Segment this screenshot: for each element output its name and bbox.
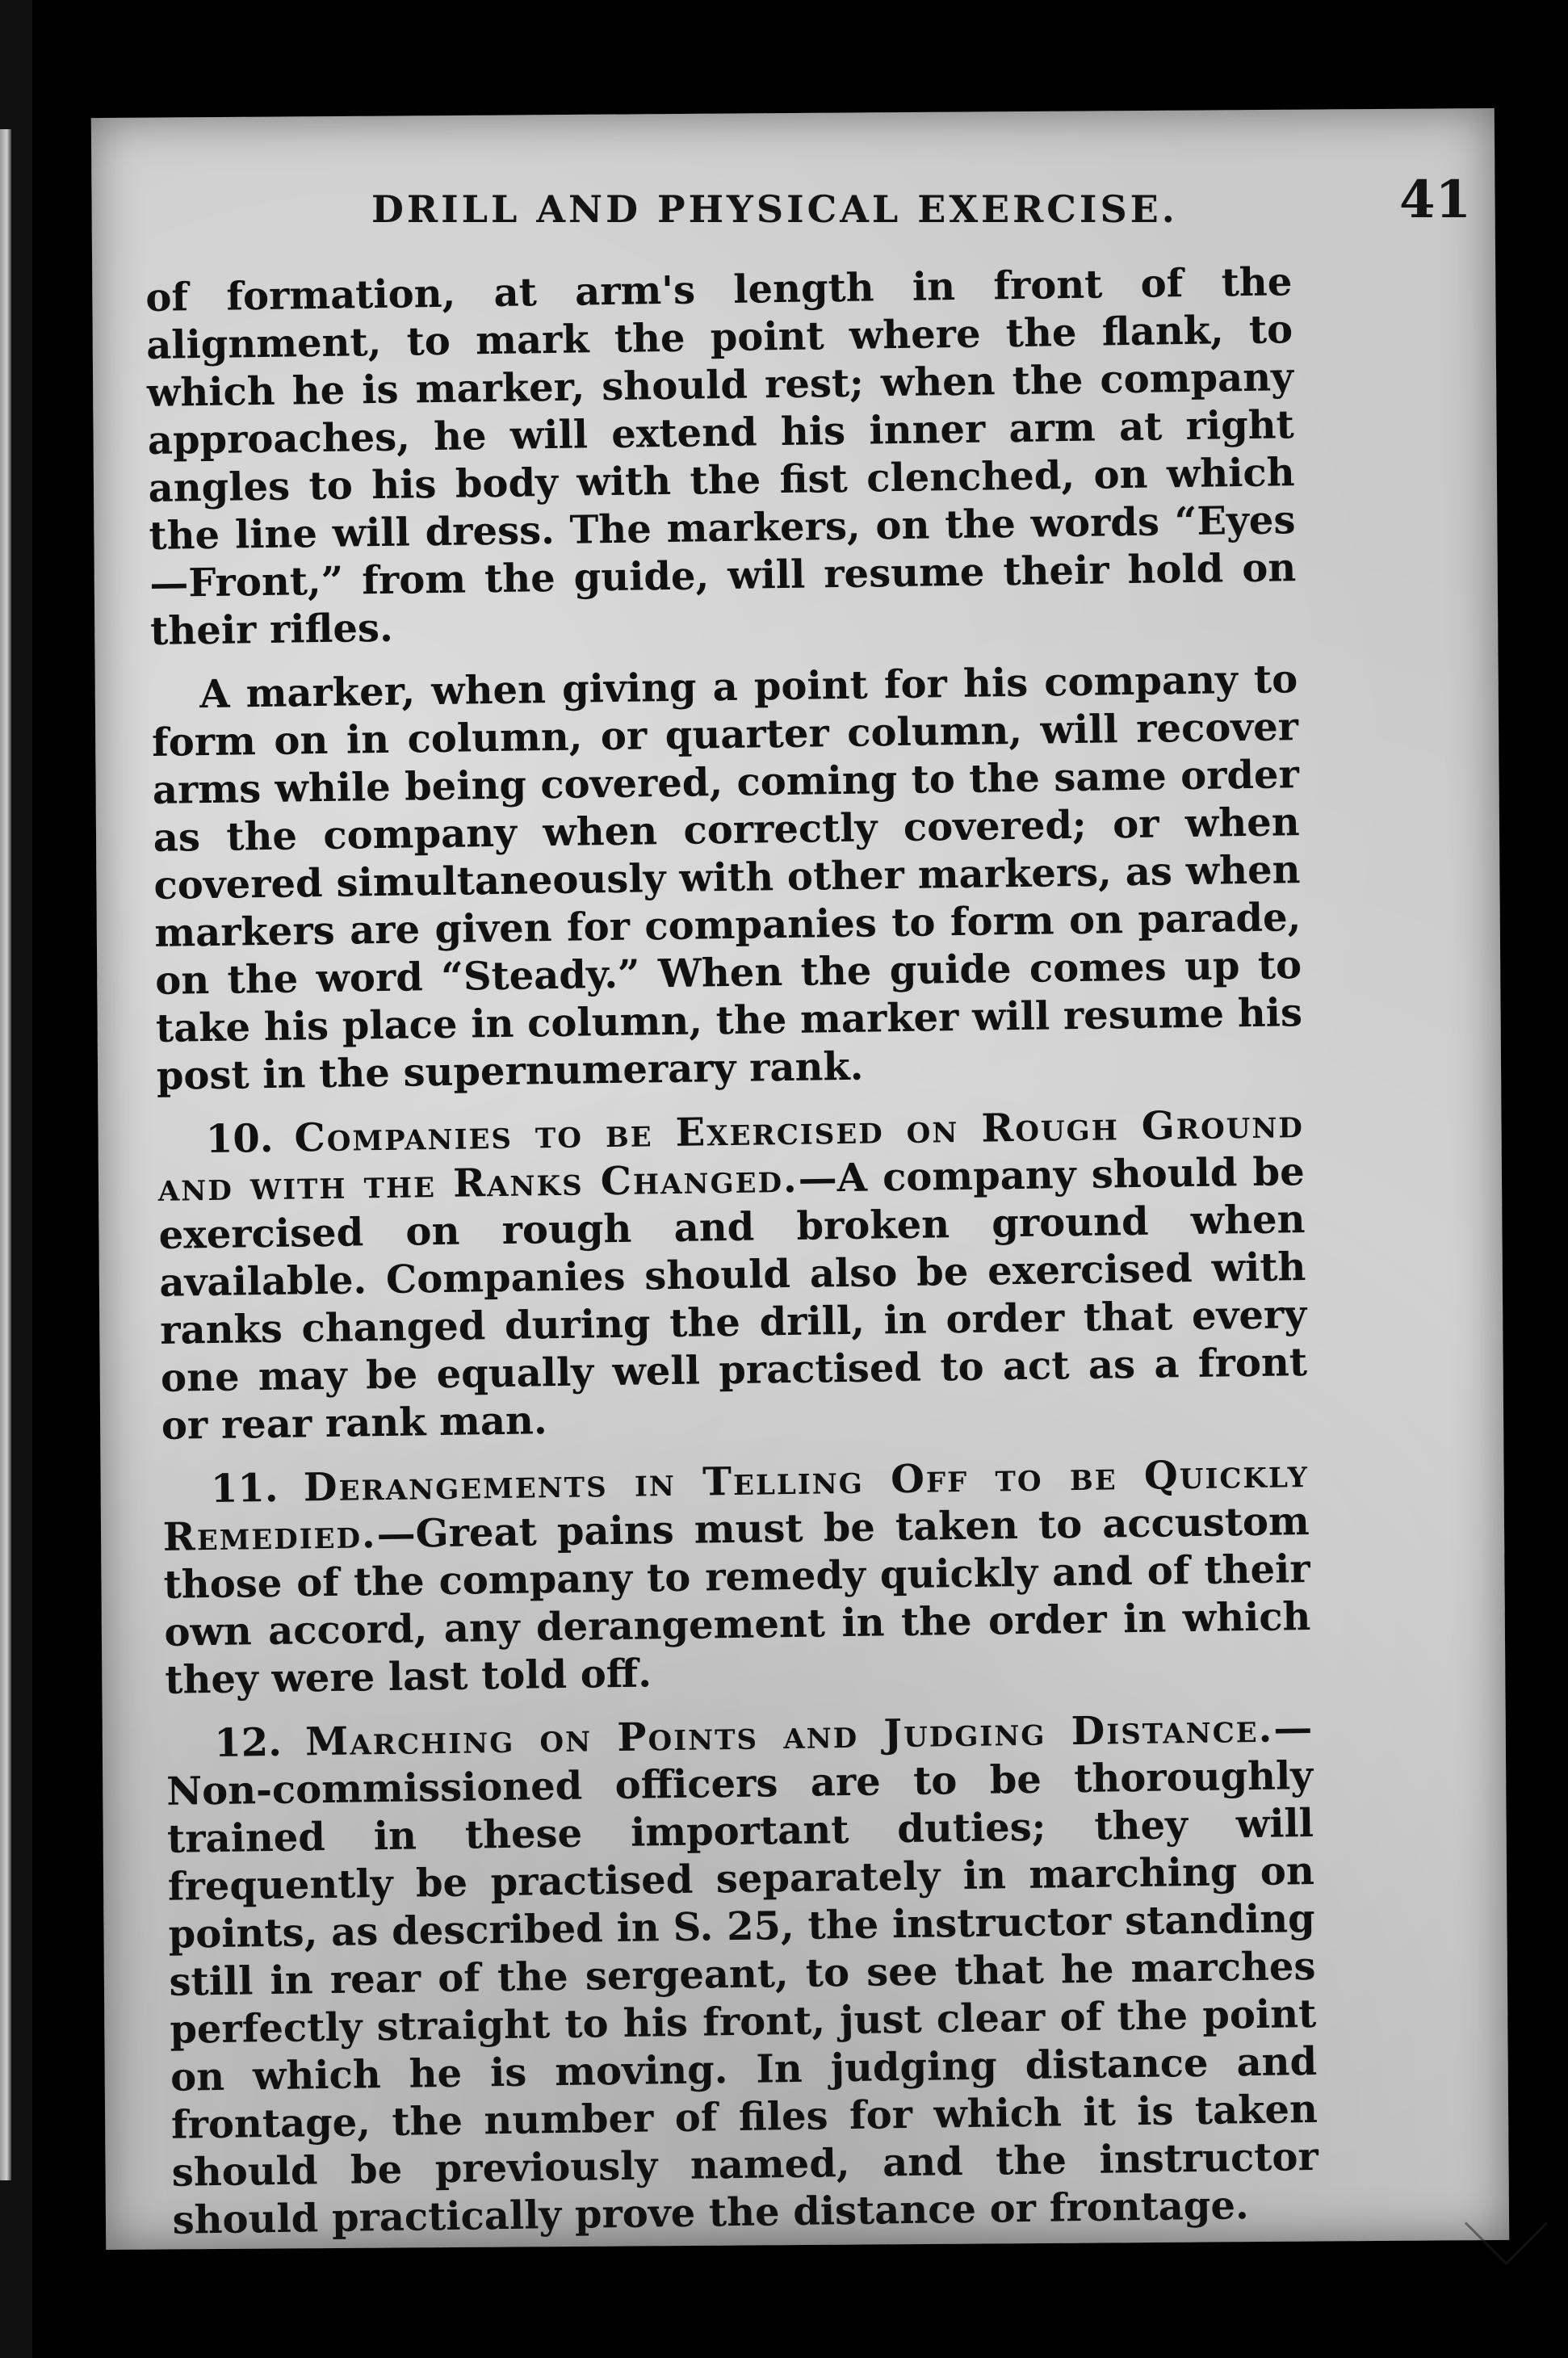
section-heading: Derangements in Telling Off to be Quickly Remedied. [162,1451,1310,1560]
paragraph-text: A marker, when giving a point for his company to form on in column, or quarter column, will recover arms while being covered, coming to the same order as the company when correctly covered; or when covered simultaneously with other markers, as when markers are given for companies to form on parade, on the word “Steady.” When the guide comes up to take his place in column, the marker will resume his post in the supernumerary rank. [151,657,1303,1099]
paragraph-text: of formation, at arm's length in front of the alignment, to mark the point where the flank, to which he is marker, should rest; when the company approaches, he will extend his inner arm at right angles to his body with the fist clenched, on which the line will dress. The markers, on the words “Eyes—Front,” from the guide, will resume their hold on their rifles. [145,259,1297,654]
section-number: 12. [214,1719,283,1766]
section-12 [166,1705,1319,2245]
section-text: —A company should be exercised on rough and broken ground when available. Companies should also be exercised with ranks changed during the drill, in order that every one may be equally well practised to act as a front or rear rank man. [158,1149,1308,1449]
section-10 [157,1101,1309,1450]
section-11 [162,1450,1312,1705]
section-heading: Marching on Points and Judging Distance. [304,1706,1274,1765]
page-header [266,170,1471,242]
page-number: 41 [1398,170,1471,230]
section-heading: Companies to be Exercised on Rough Ground and with the Ranks Changed. [157,1101,1305,1210]
section-number: 10. [205,1115,274,1163]
page-body [145,258,1319,2261]
facing-page-edge [0,129,11,2180]
section-text: —Great pains must be taken to accustom those of the company to remedy quickly and of their own accord, any derangement in the order in which they were last told off. [163,1499,1311,1703]
paragraph-marker [151,656,1303,1101]
section-text: —Non-commissioned officers are to be thoroughly trained in these important duties; they will frequently be practised separately in marching on points, as described in S. 25, the instructor standing still in rear of the sergeant, to see that he marches perfectly straight to his front, just clear of the point on which he is moving. In judging distance and frontage, the number of files for which it is taken should be previously named, and the instructor should practically prove the distance or frontage. [166,1705,1319,2243]
section-number: 11. [210,1465,279,1513]
running-head: DRILL AND PHYSICAL EXERCISE. [371,187,1178,231]
paragraph-continued [145,258,1297,656]
